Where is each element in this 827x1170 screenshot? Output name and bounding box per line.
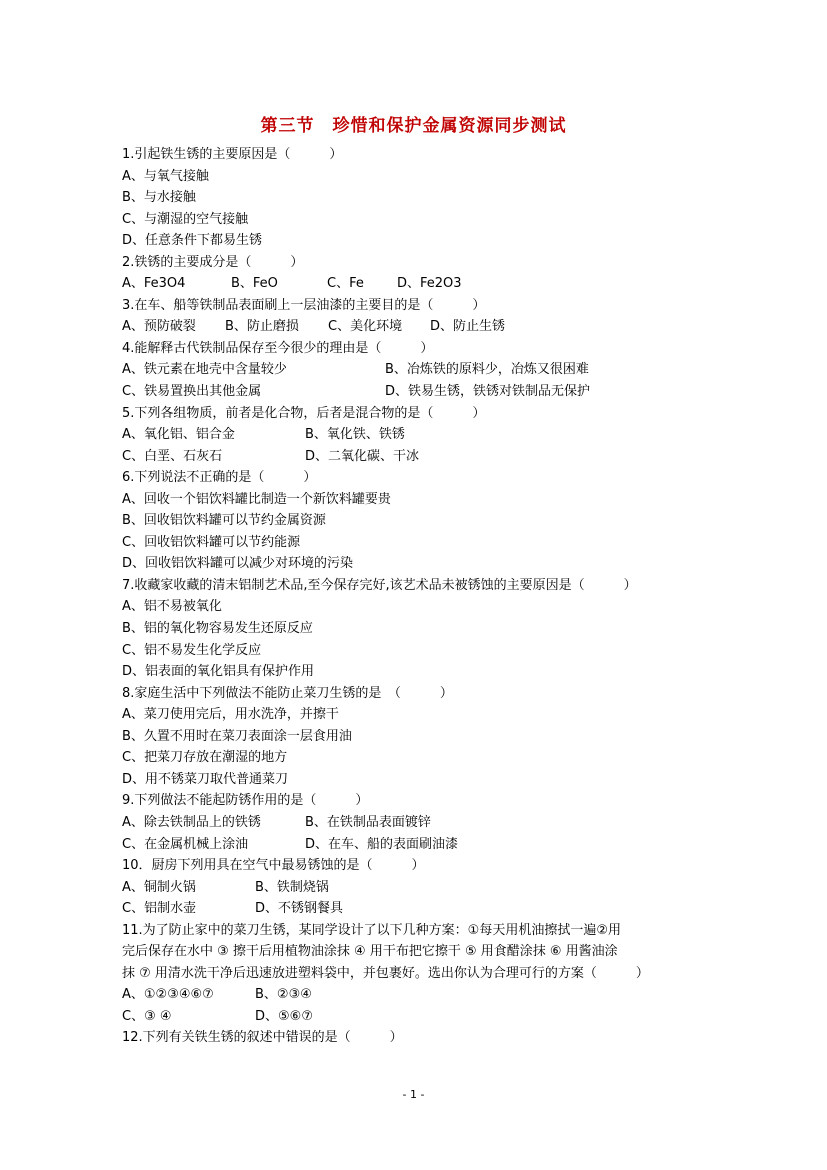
question-1-option-c: C、与潮湿的空气接触 <box>122 211 249 227</box>
question-8-option-a: A、菜刀使用完后，用水洗净，并擦干 <box>122 707 339 723</box>
question-5-option-d: D、二氧化碳、干冰 <box>305 448 420 464</box>
question-10-option-b: B、铁制烧锅 <box>255 879 329 895</box>
question-11-stem-line-2: 完后保存在水中 ③ 擦干后用植物油涂抹 ④ 用干布把它擦干 ⑤ 用食醋涂抹 ⑥ 用酱油涂 <box>122 944 618 960</box>
question-8-option-d: D、用不锈菜刀取代普通菜刀 <box>122 771 289 787</box>
question-4-option-c: C、铁易置换出其他金属 <box>122 384 262 400</box>
question-9-option-c: C、在金属机械上涂油 <box>122 836 249 852</box>
question-11-stem-line-3: 抹 ⑦ 用清水洗干净后迅速放进塑料袋中，并包裹好。选出你认为合理可行的方案（ ） <box>122 965 649 981</box>
question-5-options-row-1 <box>122 424 717 446</box>
question-6-option-d: D、回收铝饮料罐可以减少对环境的污染 <box>122 556 354 572</box>
question-1-option-d: D、任意条件下都易生锈 <box>122 233 263 249</box>
question-6-option-b: B、回收铝饮料罐可以节约金属资源 <box>122 513 326 529</box>
question-10-stem: 10．厨房下列用具在空气中最易锈蚀的是（ ） <box>122 858 425 874</box>
question-1-stem: 1.引起铁生锈的主要原因是（ ） <box>122 147 343 162</box>
question-3-option-a: A、预防破裂 <box>122 319 196 335</box>
question-11-options-row-1 <box>122 984 717 1006</box>
question-1-option-b: B、与水接触 <box>122 190 196 206</box>
question-8-option-c: C、把菜刀存放在潮湿的地方 <box>122 750 288 766</box>
question-1-option-a: A、与氧气接触 <box>122 168 209 184</box>
question-9-stem: 9.下列做法不能起防锈作用的是（ ） <box>122 793 369 809</box>
question-3-stem: 3.在车、船等铁制品表面刷上一层油漆的主要目的是（ ） <box>122 297 486 313</box>
question-9-options-row-2 <box>122 834 717 856</box>
question-2-option-b: B、FeO <box>231 276 278 292</box>
question-4-options-row-2 <box>122 381 717 403</box>
question-3-option-d: D、防止生锈 <box>430 319 506 335</box>
question-11-stem-line-1: 11.为了防止家中的菜刀生锈，某同学设计了以下几种方案：①每天用机油擦拭一遍②用 <box>122 922 621 938</box>
question-4-stem: 4.能解释古代铁制品保存至今很少的理由是（ ） <box>122 340 434 356</box>
question-5-option-a: A、氧化铝、铝合金 <box>122 427 235 443</box>
question-10-option-d: D、不锈钢餐具 <box>255 901 344 917</box>
question-3-options <box>122 316 717 338</box>
question-list <box>122 144 717 1049</box>
question-9-option-a: A、除去铁制品上的铁锈 <box>122 814 261 830</box>
question-7-stem: 7.收藏家收藏的清末铝制艺术品,至今保存完好,该艺术品未被锈蚀的主要原因是（ ） <box>122 577 637 593</box>
question-10-option-a: A、铜制火锅 <box>122 879 196 895</box>
question-12-stem: 12.下列有关铁生锈的叙述中错误的是（ ） <box>122 1030 403 1046</box>
question-9-options-row-1 <box>122 812 717 834</box>
question-4-option-d: D、铁易生锈，铁锈对铁制品无保护 <box>385 384 591 400</box>
question-2-stem: 2.铁锈的主要成分是（ ） <box>122 254 304 270</box>
question-7-option-a: A、铝不易被氧化 <box>122 599 222 615</box>
page-number: - 1 - <box>402 1088 425 1101</box>
question-8-stem: 8.家庭生活中下列做法不能防止菜刀生锈的是 （ ） <box>122 685 453 701</box>
question-2-option-a: A、Fe3O4 <box>122 276 186 292</box>
question-7-option-d: D、铝表面的氧化铝具有保护作用 <box>122 664 315 680</box>
page-title: 第三节 珍惜和保护金属资源同步测试 <box>260 116 567 136</box>
question-2-options <box>122 273 717 295</box>
question-11-option-b: B、②③④ <box>255 987 312 1003</box>
question-3-option-c: C、美化环境 <box>328 319 403 335</box>
question-3-option-b: B、防止磨损 <box>225 319 299 335</box>
question-11-options-row-2 <box>122 1006 717 1028</box>
question-10-option-c: C、铝制水壶 <box>122 901 197 917</box>
question-4-option-b: B、冶炼铁的原料少，冶炼又很困难 <box>385 362 589 378</box>
question-8-option-b: B、久置不用时在菜刀表面涂一层食用油 <box>122 728 352 744</box>
question-5-option-c: C、白垩、石灰石 <box>122 448 223 464</box>
question-10-options-row-1 <box>122 877 717 899</box>
question-9-option-d: D、在车、船的表面刷油漆 <box>305 836 459 852</box>
question-2-option-d: D、Fe2O3 <box>397 276 462 292</box>
question-9-option-b: B、在铁制品表面镀锌 <box>305 814 431 830</box>
question-6-stem: 6.下列说法不正确的是（ ） <box>122 470 317 486</box>
question-5-option-b: B、氧化铁、铁锈 <box>305 427 405 443</box>
question-7-option-c: C、铝不易发生化学反应 <box>122 642 262 658</box>
question-11-option-a: A、①②③④⑥⑦ <box>122 987 214 1003</box>
question-4-options-row-1 <box>122 359 717 381</box>
question-11-option-d: D、⑤⑥⑦ <box>255 1008 313 1024</box>
question-5-stem: 5.下列各组物质，前者是化合物，后者是混合物的是（ ） <box>122 405 486 421</box>
question-4-option-a: A、铁元素在地壳中含量较少 <box>122 362 287 378</box>
question-6-option-a: A、回收一个铝饮料罐比制造一个新饮料罐要贵 <box>122 491 391 507</box>
question-11-option-c: C、③ ④ <box>122 1008 172 1024</box>
question-6-option-c: C、回收铝饮料罐可以节约能源 <box>122 534 301 550</box>
question-7-option-b: B、铝的氧化物容易发生还原反应 <box>122 621 313 637</box>
question-5-options-row-2 <box>122 446 717 468</box>
question-2-option-c: C、Fe <box>327 276 364 292</box>
question-10-options-row-2 <box>122 898 717 920</box>
